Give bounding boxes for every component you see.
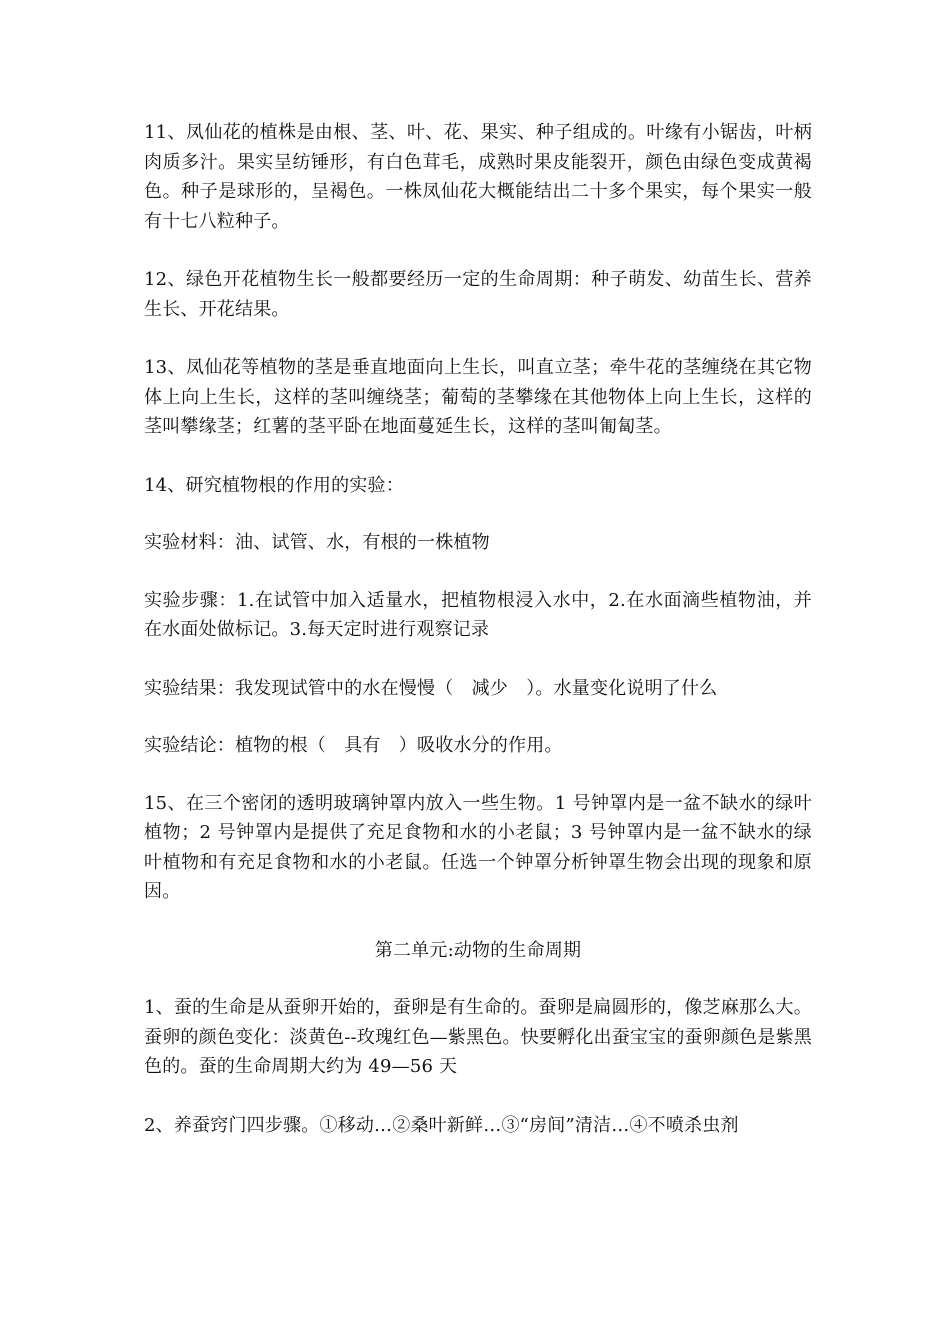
experiment-result: 实验结果：我发现试管中的水在慢慢（ 减少 ）。水量变化说明了什么 — [144, 677, 718, 699]
experiment-steps: 实验步骤：1.在试管中加入适量水，把植物根浸入水中，2.在水面滴些植物油，并在水面处做标记。3.每天定时进行观察记录 — [144, 589, 812, 640]
paragraph-13: 13、凤仙花等植物的茎是垂直地面向上生长，叫直立茎；牵牛花的茎缠绕在其它物体上向上生长，这样的茎叫缠绕茎；葡萄的茎攀缘在其他物体上向上生长，这样的茎叫攀缘茎；红薯的茎平卧在地面蔓延生长，这样的茎叫匍匐茎。 — [144, 357, 812, 437]
experiment-materials: 实验材料：油、试管、水，有根的一株植物 — [144, 532, 490, 553]
unit2-paragraph-1: 1、蚕的生命是从蚕卵开始的，蚕卵是有生命的。蚕卵是扁圆形的，像芝麻那么大。蚕卵的颜色变化：淡黄色--玫瑰红色—紫黑色。快要孵化出蚕宝宝的蚕卵颜色是紫黑色的。蚕的生命周期大约为 49—56 天 — [144, 997, 812, 1077]
paragraph-14: 14、研究植物根的作用的实验： — [144, 474, 404, 496]
paragraph-11: 11、凤仙花的植株是由根、茎、叶、花、果实、种子组成的。叶缘有小锯齿，叶柄肉质多汁。果实呈纺锤形，有白色茸毛，成熟时果皮能裂开，颜色由绿色变成黄褐色。种子是球形的，呈褐色。一株凤仙花大概能结出二十多个果实，每个果实一般有十七八粒种子。 — [144, 122, 812, 232]
paragraph-12: 12、绿色开花植物生长一般都要经历一定的生命周期：种子萌发、幼苗生长、营养生长、开花结果。 — [144, 269, 812, 320]
unit-2-heading: 第二单元:动物的生命周期 — [374, 939, 582, 961]
document-page — [144, 118, 812, 1168]
unit2-paragraph-2: 2、养蚕窍门四步骤。①移动…②桑叶新鲜…③“房间”清洁…④不喷杀虫剂 — [144, 1114, 739, 1136]
experiment-conclusion: 实验结论：植物的根（ 具有 ）吸收水分的作用。 — [144, 735, 563, 756]
paragraph-15: 15、在三个密闭的透明玻璃钟罩内放入一些生物。1 号钟罩内是一盆不缺水的绿叶植物；2 号钟罩内是提供了充足食物和水的小老鼠；3 号钟罩内是一盆不缺水的绿叶植物和有充足食物和水的小老鼠。任选一个钟罩分析钟罩生物会出现的现象和原因。 — [144, 792, 812, 902]
